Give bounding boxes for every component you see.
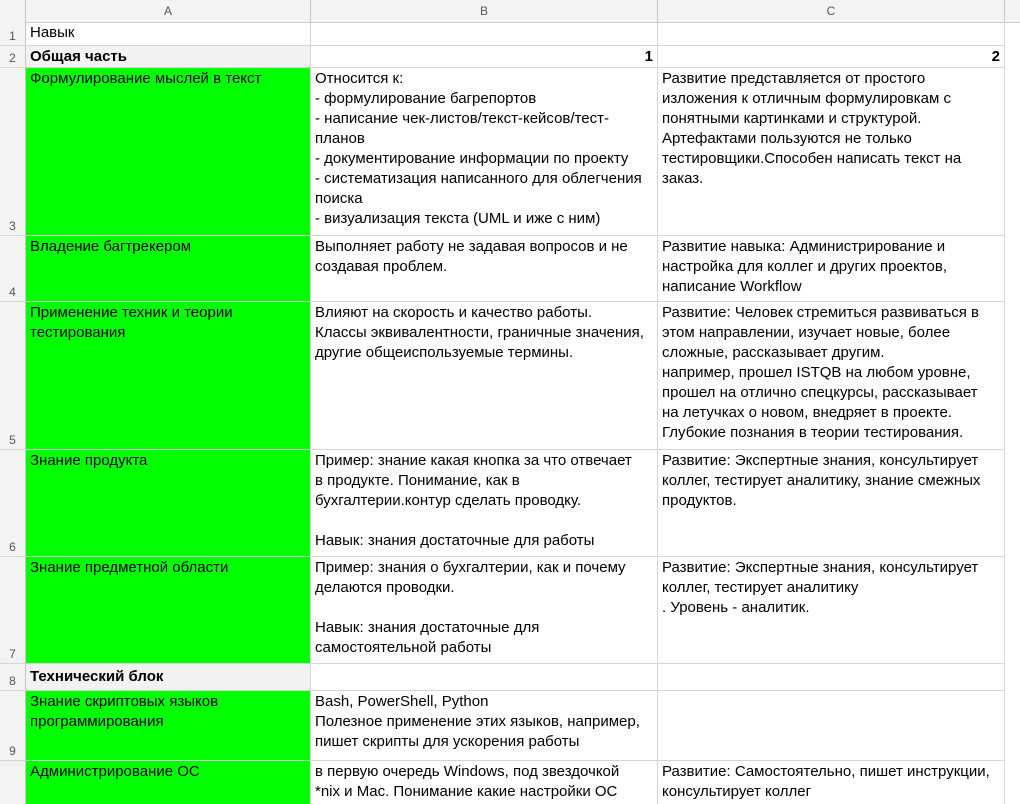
cell-a5[interactable]: Применение техник и теории тестирования xyxy=(26,302,311,450)
cell-b10[interactable]: в первую очередь Windows, под звездочкой *nix и Mac. Понимание какие настройки ОС xyxy=(311,761,658,804)
row-header-1[interactable]: 1 xyxy=(0,22,26,46)
cell-b7[interactable]: Пример: знания о бухгалтерии, как и почему делаются проводки. Навык: знания достаточные для самостоятельной работы xyxy=(311,557,658,664)
row-header-5[interactable]: 5 xyxy=(0,302,26,450)
cell-b2[interactable]: 1 xyxy=(311,46,658,68)
select-all-corner[interactable] xyxy=(0,0,26,22)
cell-c6[interactable]: Развитие: Экспертные знания, консультирует коллег, тестирует аналитику, знание смежных продуктов. xyxy=(658,450,1005,557)
cell-c9[interactable] xyxy=(658,691,1005,761)
cell-c4[interactable]: Развитие навыка: Администрирование и настройка для коллег и других проектов, написание Workflow xyxy=(658,236,1005,302)
cell-b8[interactable] xyxy=(311,664,658,691)
cell-b5[interactable]: Влияют на скорость и качество работы. Классы эквивалентности, граничные значения, другие общеиспользуемые термины. xyxy=(311,302,658,450)
cell-b3[interactable]: Относится к: - формулирование багрепортов - написание чек-листов/текст-кейсов/тест- планов - документирование информации по проекту - систематизация написанного для облегчения поиска - визуализация текста (UML и иже с ним) xyxy=(311,68,658,236)
cell-a1[interactable]: Навык xyxy=(26,22,311,46)
cell-b6[interactable]: Пример: знание какая кнопка за что отвечает в продукте. Понимание, как в бухгалтерии.контур сделать проводку. Навык: знания достаточные для работы xyxy=(311,450,658,557)
cell-b1[interactable] xyxy=(311,22,658,46)
row-header-8[interactable]: 8 xyxy=(0,664,26,691)
cell-a7[interactable]: Знание предметной области xyxy=(26,557,311,664)
cell-c8[interactable] xyxy=(658,664,1005,691)
cell-a3[interactable]: Формулирование мыслей в текст xyxy=(26,68,311,236)
cell-c1[interactable] xyxy=(658,22,1005,46)
cell-a6[interactable]: Знание продукта xyxy=(26,450,311,557)
cell-c5[interactable]: Развитие: Человек стремиться развиваться в этом направлении, изучает новые, более сложные, рассказывает другим. например, прошел ISTQB на любом уровне, прошел на отлично спецкурсы, рассказывает на летучках о новом, внедряет в проекте. Глубокие познания в теории тестирования. xyxy=(658,302,1005,450)
row-header-10[interactable] xyxy=(0,761,26,804)
row-header-2[interactable]: 2 xyxy=(0,46,26,68)
row-header-4[interactable]: 4 xyxy=(0,236,26,302)
cell-b9[interactable]: Bash, PowerShell, Python Полезное применение этих языков, например, пишет скрипты для ускорения работы xyxy=(311,691,658,761)
cell-b4[interactable]: Выполняет работу не задавая вопросов и не создавая проблем. xyxy=(311,236,658,302)
cell-a10[interactable]: Администрирование ОС xyxy=(26,761,311,804)
cell-a9[interactable]: Знание скриптовых языков программирования xyxy=(26,691,311,761)
row-header-3[interactable]: 3 xyxy=(0,68,26,236)
cell-a2[interactable]: Общая часть xyxy=(26,46,311,68)
cell-c3[interactable]: Развитие представляется от простого изложения к отличным формулировкам с понятными картинками и структурой. Артефактами пользуются не только тестировщики.Способен написать текст на заказ. xyxy=(658,68,1005,236)
column-header-row xyxy=(0,0,1020,23)
cell-c10[interactable]: Развитие: Самостоятельно, пишет инструкции, консультирует коллег xyxy=(658,761,1005,804)
row-header-7[interactable]: 7 xyxy=(0,557,26,664)
column-header-c[interactable]: C xyxy=(658,0,1005,22)
column-header-b[interactable]: B xyxy=(311,0,658,22)
row-header-9[interactable]: 9 xyxy=(0,691,26,761)
cell-a4[interactable]: Владение багтрекером xyxy=(26,236,311,302)
cell-a8[interactable]: Технический блок xyxy=(26,664,311,691)
cell-c2[interactable]: 2 xyxy=(658,46,1005,68)
cell-c7[interactable]: Развитие: Экспертные знания, консультирует коллег, тестирует аналитику . Уровень - аналитик. xyxy=(658,557,1005,664)
row-header-6[interactable]: 6 xyxy=(0,450,26,557)
column-header-a[interactable]: A xyxy=(26,0,311,22)
